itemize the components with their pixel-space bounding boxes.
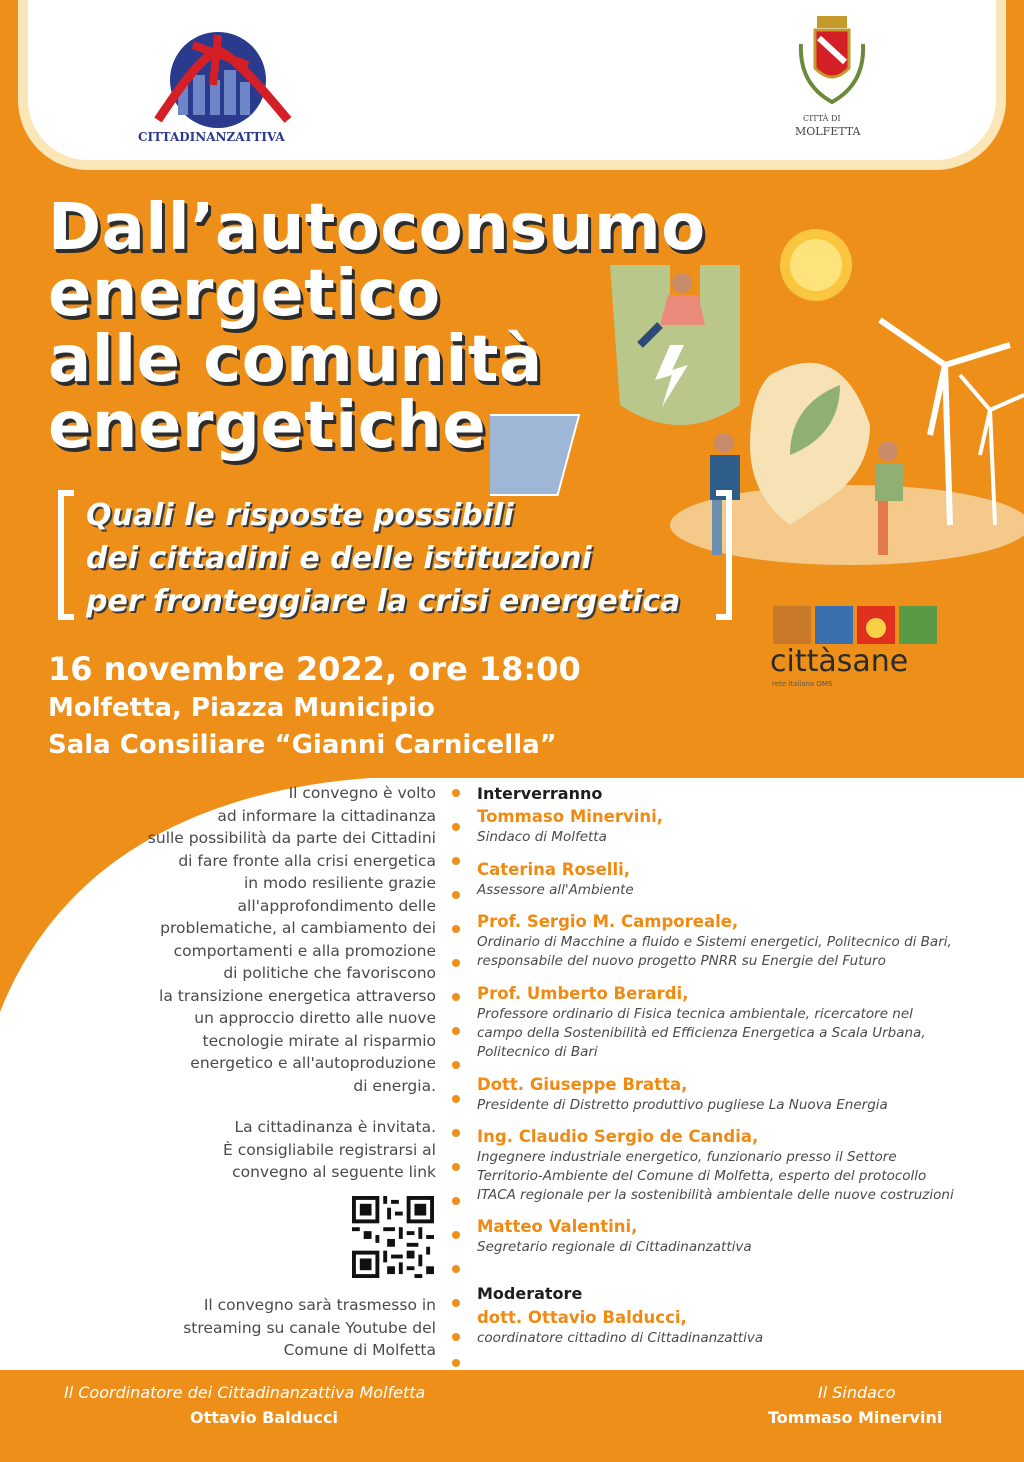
event-datetime: 16 novembre 2022, ore 18:00 xyxy=(48,650,581,688)
bullet-dot xyxy=(452,857,460,865)
intro-line: di fare fronte alla crisi energetica xyxy=(178,851,436,870)
intro-line: energetico e all'autoproduzione xyxy=(190,1054,436,1072)
registration-qr-code[interactable] xyxy=(352,1196,434,1278)
bullet-dot xyxy=(452,1027,460,1035)
invite-line: La cittadinanza è invitata. xyxy=(234,1118,436,1136)
event-room: Sala Consiliare “Gianni Carnicella” xyxy=(48,730,557,760)
cittasane-emblem-icon xyxy=(773,606,937,646)
subtitle-line: dei cittadini e delle istituzioni xyxy=(86,541,592,576)
intro-line: sulle possibilità da parte dei Cittadini xyxy=(147,829,436,847)
speaker-role: Presidente di Distretto produttivo pugliese La Nuova Energia xyxy=(477,1097,888,1113)
speaker-role: Ordinario di Macchine a fluido e Sistemi energetici, Politecnico di Bari, xyxy=(477,934,952,950)
intro-line: tecnologie mirate al risparmio xyxy=(202,1031,436,1050)
intro-line: la transizione energetica attraverso xyxy=(159,986,436,1005)
bullet-dot xyxy=(452,1333,460,1341)
bullet-dot xyxy=(452,891,460,899)
speaker-name: Prof. Sergio M. Camporeale, xyxy=(477,912,739,931)
bullet-dot xyxy=(452,1163,460,1171)
stream-line: Comune di Molfetta xyxy=(283,1341,436,1359)
subtitle-line: per fronteggiare la crisi energetica xyxy=(86,584,681,619)
cittasane-logo-text: cittàsane xyxy=(770,644,909,679)
cittadinanzattiva-logo xyxy=(138,30,298,148)
left-bracket xyxy=(58,490,74,620)
intro-line: problematiche, al cambiamento dei xyxy=(160,919,436,937)
speaker-name: Ing. Claudio Sergio de Candia, xyxy=(477,1127,759,1146)
speaker-role: Assessore all'Ambiente xyxy=(477,882,634,898)
intro-line: Il convegno è volto xyxy=(288,784,436,802)
stream-line: streaming su canale Youtube del xyxy=(183,1318,436,1337)
cittadinanzattiva-logo-text: CITTADINANZATTIVA xyxy=(138,130,285,144)
bullet-dot xyxy=(452,1265,460,1273)
moderator-role: coordinatore cittadino di Cittadinanzattiva xyxy=(477,1330,764,1346)
bullet-dot xyxy=(452,789,460,797)
speaker-name: Caterina Roselli, xyxy=(477,860,631,879)
cittasane-tagline: rete italiana OMS xyxy=(772,680,833,688)
bullet-dot xyxy=(452,1061,460,1069)
speaker-role: Professore ordinario di Fisica tecnica ambientale, ricercatore nel xyxy=(477,1006,913,1022)
footer-left-name: Ottavio Balducci xyxy=(190,1408,338,1427)
bullet-dot xyxy=(452,959,460,967)
bullet-dot xyxy=(452,925,460,933)
right-bracket xyxy=(716,490,732,620)
moderator-heading: Moderatore xyxy=(477,1284,583,1303)
footer-right-name: Tommaso Minervini xyxy=(768,1408,943,1427)
energy-illustration xyxy=(490,225,1024,565)
speaker-role: responsabile del nuovo progetto PNRR su Energie del Futuro xyxy=(477,953,886,969)
molfetta-coat-of-arms xyxy=(793,14,871,144)
cittadinanzattiva-emblem-icon xyxy=(138,30,298,130)
intro-line: di politiche che favoriscono xyxy=(223,964,436,982)
city-label: CITTÀ DI xyxy=(803,114,841,123)
title-line: energetiche xyxy=(48,389,487,463)
speaker-role: Politecnico di Bari xyxy=(477,1044,598,1060)
speaker-role: Ingegnere industriale energetico, funzionario presso il Settore xyxy=(477,1149,897,1165)
speaker-role: Segretario regionale di Cittadinanzattiva xyxy=(477,1239,752,1255)
intro-paragraph xyxy=(148,782,436,1097)
bullet-dot xyxy=(452,1299,460,1307)
moderator-name: dott. Ottavio Balducci, xyxy=(477,1308,687,1327)
speaker-name: Matteo Valentini, xyxy=(477,1217,638,1236)
bullet-dot xyxy=(452,1197,460,1205)
speaker-name: Dott. Giuseppe Bratta, xyxy=(477,1075,688,1094)
bullet-dot xyxy=(452,1095,460,1103)
intro-line: comportamenti e alla promozione xyxy=(173,941,436,960)
title-line: Dall’autoconsumo xyxy=(48,191,706,265)
speaker-role: Territorio-Ambiente del Comune di Molfetta, esperto del protocollo xyxy=(477,1168,927,1184)
stream-line: Il convegno sarà trasmesso in xyxy=(203,1296,436,1314)
speaker-name: Prof. Umberto Berardi, xyxy=(477,984,689,1003)
speaker-role: campo della Sostenibilità ed Efficienza Energetica a Scala Urbana, xyxy=(477,1025,926,1041)
bullet-dot xyxy=(452,1129,460,1137)
intro-line: ad informare la cittadinanza xyxy=(217,806,436,825)
city-name: MOLFETTA xyxy=(795,125,861,138)
intro-line: all'approfondimento delle xyxy=(237,896,436,915)
speaker-role: ITACA regionale per la sostenibilità ambientale delle nuove costruzioni xyxy=(477,1187,954,1203)
speaker-role: Sindaco di Molfetta xyxy=(477,829,607,845)
bullet-dot xyxy=(452,1231,460,1239)
subtitle-line: Quali le risposte possibili xyxy=(86,498,514,533)
bullet-dot xyxy=(452,823,460,831)
footer-right-role: Il Sindaco xyxy=(818,1383,896,1402)
intro-line: di energia. xyxy=(353,1076,436,1095)
footer-left-role: Il Coordinatore dei Cittadinanzattiva Molfetta xyxy=(64,1383,426,1402)
speakers-heading: Interverranno xyxy=(477,784,603,803)
intro-line: un approccio diretto alle nuove xyxy=(194,1009,436,1027)
title-line: alle comunità xyxy=(48,323,543,397)
bullet-dot xyxy=(452,993,460,1001)
invite-line: convegno al seguente link xyxy=(232,1163,436,1181)
title-line: energetico xyxy=(48,257,441,331)
invite-paragraph xyxy=(223,1116,436,1184)
coat-of-arms-icon xyxy=(793,14,871,110)
bullet-dot xyxy=(452,1359,460,1367)
invite-line: È consigliabile registrarsi al xyxy=(222,1140,436,1159)
streaming-paragraph xyxy=(183,1294,436,1362)
intro-line: in modo resiliente grazie xyxy=(243,874,436,892)
speaker-name: Tommaso Minervini, xyxy=(477,807,664,826)
event-place: Molfetta, Piazza Municipio xyxy=(48,693,435,723)
